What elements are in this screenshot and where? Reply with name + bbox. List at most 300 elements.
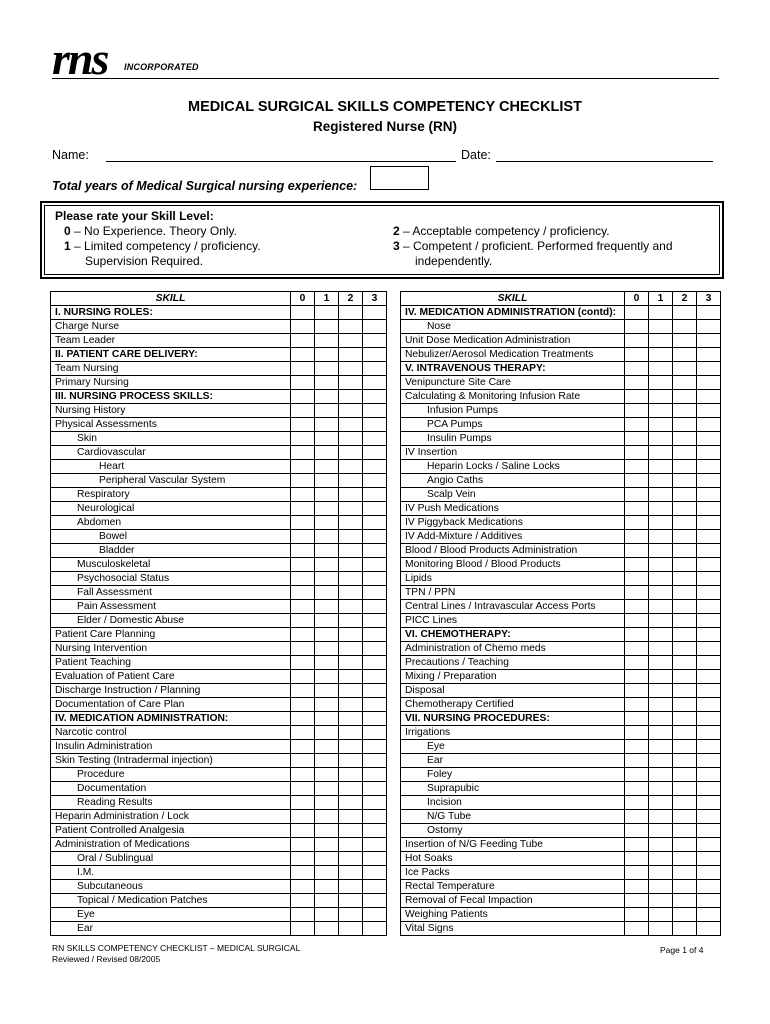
rating-2-cell[interactable] [673,852,697,866]
rating-1-cell[interactable] [315,362,339,376]
rating-0-cell[interactable] [625,502,649,516]
rating-1-cell[interactable] [649,572,673,586]
rating-3-cell[interactable] [363,782,387,796]
rating-0-cell[interactable] [625,782,649,796]
rating-1-cell[interactable] [315,586,339,600]
rating-0-cell[interactable] [625,642,649,656]
rating-1-cell[interactable] [649,642,673,656]
rating-1-cell[interactable] [649,404,673,418]
rating-0-cell[interactable] [291,544,315,558]
rating-1-cell[interactable] [649,726,673,740]
rating-3-cell[interactable] [697,348,721,362]
rating-0-cell[interactable] [625,838,649,852]
rating-1-cell[interactable] [315,334,339,348]
rating-1-cell[interactable] [315,530,339,544]
rating-0-cell[interactable] [291,530,315,544]
rating-3-cell[interactable] [697,334,721,348]
rating-2-cell[interactable] [673,530,697,544]
rating-0-cell[interactable] [291,656,315,670]
rating-3-cell[interactable] [697,628,721,642]
rating-2-cell[interactable] [339,852,363,866]
rating-1-cell[interactable] [649,782,673,796]
rating-0-cell[interactable] [291,726,315,740]
rating-0-cell[interactable] [625,474,649,488]
rating-0-cell[interactable] [291,600,315,614]
rating-1-cell[interactable] [649,586,673,600]
rating-2-cell[interactable] [339,726,363,740]
rating-1-cell[interactable] [649,320,673,334]
rating-2-cell[interactable] [673,390,697,404]
rating-0-cell[interactable] [291,516,315,530]
rating-1-cell[interactable] [315,516,339,530]
rating-1-cell[interactable] [315,754,339,768]
rating-3-cell[interactable] [697,656,721,670]
rating-0-cell[interactable] [625,894,649,908]
rating-3-cell[interactable] [697,362,721,376]
rating-2-cell[interactable] [673,642,697,656]
rating-1-cell[interactable] [315,376,339,390]
rating-0-cell[interactable] [291,642,315,656]
rating-1-cell[interactable] [649,768,673,782]
rating-1-cell[interactable] [649,684,673,698]
rating-0-cell[interactable] [291,460,315,474]
rating-0-cell[interactable] [625,768,649,782]
rating-2-cell[interactable] [339,642,363,656]
rating-1-cell[interactable] [315,712,339,726]
rating-3-cell[interactable] [697,810,721,824]
rating-0-cell[interactable] [291,922,315,936]
rating-0-cell[interactable] [291,824,315,838]
rating-3-cell[interactable] [697,908,721,922]
rating-3-cell[interactable] [697,390,721,404]
rating-2-cell[interactable] [339,796,363,810]
rating-0-cell[interactable] [291,684,315,698]
rating-1-cell[interactable] [649,824,673,838]
rating-0-cell[interactable] [625,852,649,866]
rating-2-cell[interactable] [339,838,363,852]
rating-2-cell[interactable] [339,348,363,362]
rating-1-cell[interactable] [649,530,673,544]
rating-0-cell[interactable] [625,530,649,544]
rating-3-cell[interactable] [697,684,721,698]
rating-3-cell[interactable] [363,404,387,418]
rating-3-cell[interactable] [363,726,387,740]
rating-1-cell[interactable] [315,796,339,810]
rating-3-cell[interactable] [697,922,721,936]
rating-0-cell[interactable] [625,628,649,642]
rating-0-cell[interactable] [625,320,649,334]
rating-3-cell[interactable] [697,460,721,474]
rating-0-cell[interactable] [291,376,315,390]
name-field[interactable] [106,161,456,162]
rating-3-cell[interactable] [697,880,721,894]
rating-1-cell[interactable] [315,922,339,936]
rating-0-cell[interactable] [625,712,649,726]
rating-3-cell[interactable] [697,516,721,530]
rating-3-cell[interactable] [363,572,387,586]
rating-3-cell[interactable] [363,628,387,642]
rating-1-cell[interactable] [649,866,673,880]
rating-1-cell[interactable] [315,852,339,866]
rating-3-cell[interactable] [363,460,387,474]
rating-3-cell[interactable] [363,418,387,432]
rating-2-cell[interactable] [673,376,697,390]
rating-3-cell[interactable] [363,656,387,670]
rating-1-cell[interactable] [315,656,339,670]
rating-1-cell[interactable] [315,320,339,334]
rating-2-cell[interactable] [339,894,363,908]
rating-1-cell[interactable] [649,670,673,684]
rating-1-cell[interactable] [315,600,339,614]
rating-1-cell[interactable] [649,334,673,348]
rating-0-cell[interactable] [291,628,315,642]
rating-1-cell[interactable] [315,614,339,628]
rating-1-cell[interactable] [315,446,339,460]
rating-1-cell[interactable] [315,404,339,418]
rating-1-cell[interactable] [649,306,673,320]
rating-3-cell[interactable] [697,740,721,754]
rating-1-cell[interactable] [315,642,339,656]
rating-2-cell[interactable] [673,544,697,558]
rating-0-cell[interactable] [625,586,649,600]
rating-2-cell[interactable] [673,768,697,782]
rating-3-cell[interactable] [363,320,387,334]
rating-2-cell[interactable] [673,404,697,418]
rating-2-cell[interactable] [339,810,363,824]
rating-2-cell[interactable] [673,586,697,600]
rating-1-cell[interactable] [315,628,339,642]
rating-1-cell[interactable] [649,432,673,446]
rating-2-cell[interactable] [673,810,697,824]
rating-0-cell[interactable] [625,390,649,404]
rating-3-cell[interactable] [697,852,721,866]
rating-3-cell[interactable] [697,824,721,838]
rating-1-cell[interactable] [649,628,673,642]
rating-0-cell[interactable] [625,754,649,768]
rating-1-cell[interactable] [315,782,339,796]
rating-0-cell[interactable] [291,348,315,362]
rating-3-cell[interactable] [363,502,387,516]
rating-1-cell[interactable] [315,474,339,488]
rating-3-cell[interactable] [363,894,387,908]
rating-3-cell[interactable] [363,712,387,726]
rating-3-cell[interactable] [697,320,721,334]
rating-3-cell[interactable] [697,698,721,712]
rating-0-cell[interactable] [625,684,649,698]
rating-0-cell[interactable] [291,670,315,684]
rating-2-cell[interactable] [339,376,363,390]
rating-3-cell[interactable] [363,362,387,376]
rating-3-cell[interactable] [697,544,721,558]
rating-2-cell[interactable] [339,544,363,558]
rating-0-cell[interactable] [291,488,315,502]
rating-3-cell[interactable] [363,866,387,880]
rating-1-cell[interactable] [649,838,673,852]
rating-0-cell[interactable] [291,712,315,726]
rating-1-cell[interactable] [649,348,673,362]
rating-2-cell[interactable] [673,334,697,348]
rating-2-cell[interactable] [339,698,363,712]
rating-0-cell[interactable] [625,404,649,418]
rating-2-cell[interactable] [673,698,697,712]
rating-2-cell[interactable] [673,628,697,642]
rating-1-cell[interactable] [649,712,673,726]
rating-1-cell[interactable] [315,824,339,838]
rating-1-cell[interactable] [315,432,339,446]
rating-2-cell[interactable] [673,460,697,474]
rating-0-cell[interactable] [291,306,315,320]
rating-2-cell[interactable] [673,572,697,586]
rating-0-cell[interactable] [291,796,315,810]
rating-3-cell[interactable] [363,684,387,698]
rating-1-cell[interactable] [649,922,673,936]
rating-3-cell[interactable] [697,306,721,320]
rating-2-cell[interactable] [673,362,697,376]
rating-3-cell[interactable] [697,530,721,544]
rating-3-cell[interactable] [363,544,387,558]
rating-2-cell[interactable] [673,306,697,320]
rating-2-cell[interactable] [339,502,363,516]
rating-1-cell[interactable] [649,488,673,502]
rating-3-cell[interactable] [363,768,387,782]
rating-2-cell[interactable] [673,502,697,516]
rating-0-cell[interactable] [291,362,315,376]
rating-2-cell[interactable] [339,782,363,796]
rating-3-cell[interactable] [363,432,387,446]
rating-2-cell[interactable] [673,838,697,852]
rating-3-cell[interactable] [697,894,721,908]
rating-3-cell[interactable] [363,908,387,922]
rating-0-cell[interactable] [291,880,315,894]
rating-1-cell[interactable] [315,670,339,684]
rating-0-cell[interactable] [625,880,649,894]
rating-1-cell[interactable] [649,852,673,866]
rating-2-cell[interactable] [339,572,363,586]
rating-2-cell[interactable] [339,306,363,320]
rating-2-cell[interactable] [673,908,697,922]
rating-1-cell[interactable] [649,600,673,614]
rating-2-cell[interactable] [339,712,363,726]
rating-0-cell[interactable] [625,810,649,824]
rating-3-cell[interactable] [363,446,387,460]
rating-2-cell[interactable] [339,880,363,894]
rating-2-cell[interactable] [673,558,697,572]
rating-3-cell[interactable] [363,824,387,838]
rating-0-cell[interactable] [625,572,649,586]
rating-3-cell[interactable] [363,922,387,936]
rating-2-cell[interactable] [673,474,697,488]
rating-1-cell[interactable] [315,768,339,782]
rating-0-cell[interactable] [291,390,315,404]
rating-3-cell[interactable] [697,768,721,782]
rating-2-cell[interactable] [339,446,363,460]
rating-1-cell[interactable] [649,894,673,908]
rating-2-cell[interactable] [339,390,363,404]
rating-1-cell[interactable] [315,894,339,908]
rating-0-cell[interactable] [625,460,649,474]
rating-3-cell[interactable] [697,418,721,432]
rating-3-cell[interactable] [697,712,721,726]
rating-3-cell[interactable] [363,852,387,866]
date-field[interactable] [496,161,713,162]
rating-2-cell[interactable] [339,320,363,334]
rating-2-cell[interactable] [339,334,363,348]
rating-0-cell[interactable] [291,782,315,796]
rating-1-cell[interactable] [315,726,339,740]
rating-2-cell[interactable] [339,488,363,502]
rating-3-cell[interactable] [697,866,721,880]
rating-2-cell[interactable] [673,418,697,432]
rating-2-cell[interactable] [673,656,697,670]
rating-0-cell[interactable] [625,866,649,880]
rating-2-cell[interactable] [339,614,363,628]
rating-3-cell[interactable] [363,754,387,768]
rating-1-cell[interactable] [649,390,673,404]
rating-0-cell[interactable] [625,600,649,614]
rating-2-cell[interactable] [339,866,363,880]
rating-0-cell[interactable] [291,558,315,572]
rating-2-cell[interactable] [339,824,363,838]
rating-2-cell[interactable] [339,516,363,530]
rating-0-cell[interactable] [625,446,649,460]
rating-3-cell[interactable] [363,306,387,320]
rating-0-cell[interactable] [625,362,649,376]
rating-3-cell[interactable] [697,376,721,390]
rating-3-cell[interactable] [363,488,387,502]
rating-3-cell[interactable] [363,698,387,712]
rating-3-cell[interactable] [363,642,387,656]
rating-0-cell[interactable] [625,418,649,432]
rating-3-cell[interactable] [363,614,387,628]
rating-3-cell[interactable] [363,810,387,824]
rating-0-cell[interactable] [625,824,649,838]
rating-2-cell[interactable] [673,600,697,614]
rating-3-cell[interactable] [697,432,721,446]
rating-0-cell[interactable] [625,376,649,390]
rating-1-cell[interactable] [315,502,339,516]
rating-2-cell[interactable] [339,908,363,922]
rating-0-cell[interactable] [291,320,315,334]
experience-years-field[interactable] [370,166,429,190]
rating-2-cell[interactable] [673,894,697,908]
rating-1-cell[interactable] [649,880,673,894]
rating-2-cell[interactable] [339,474,363,488]
rating-0-cell[interactable] [291,838,315,852]
rating-1-cell[interactable] [649,460,673,474]
rating-0-cell[interactable] [625,516,649,530]
rating-3-cell[interactable] [363,838,387,852]
rating-0-cell[interactable] [291,614,315,628]
rating-0-cell[interactable] [291,474,315,488]
rating-1-cell[interactable] [315,684,339,698]
rating-3-cell[interactable] [363,474,387,488]
rating-0-cell[interactable] [291,754,315,768]
rating-3-cell[interactable] [363,348,387,362]
rating-2-cell[interactable] [673,782,697,796]
rating-1-cell[interactable] [649,796,673,810]
rating-1-cell[interactable] [649,656,673,670]
rating-2-cell[interactable] [339,530,363,544]
rating-1-cell[interactable] [315,544,339,558]
rating-2-cell[interactable] [339,628,363,642]
rating-0-cell[interactable] [291,446,315,460]
rating-3-cell[interactable] [697,600,721,614]
rating-2-cell[interactable] [339,600,363,614]
rating-2-cell[interactable] [339,684,363,698]
rating-0-cell[interactable] [625,558,649,572]
rating-3-cell[interactable] [697,488,721,502]
rating-2-cell[interactable] [673,922,697,936]
rating-0-cell[interactable] [625,306,649,320]
rating-1-cell[interactable] [315,698,339,712]
rating-1-cell[interactable] [315,418,339,432]
rating-2-cell[interactable] [673,754,697,768]
rating-3-cell[interactable] [363,670,387,684]
rating-1-cell[interactable] [315,558,339,572]
rating-1-cell[interactable] [649,474,673,488]
rating-1-cell[interactable] [649,418,673,432]
rating-0-cell[interactable] [291,418,315,432]
rating-0-cell[interactable] [625,348,649,362]
rating-1-cell[interactable] [315,306,339,320]
rating-0-cell[interactable] [291,810,315,824]
rating-0-cell[interactable] [291,586,315,600]
rating-1-cell[interactable] [649,362,673,376]
rating-2-cell[interactable] [339,754,363,768]
rating-1-cell[interactable] [649,544,673,558]
rating-1-cell[interactable] [315,880,339,894]
rating-1-cell[interactable] [649,516,673,530]
rating-0-cell[interactable] [625,698,649,712]
rating-2-cell[interactable] [673,880,697,894]
rating-3-cell[interactable] [697,726,721,740]
rating-1-cell[interactable] [315,740,339,754]
rating-0-cell[interactable] [625,544,649,558]
rating-2-cell[interactable] [339,418,363,432]
rating-2-cell[interactable] [673,516,697,530]
rating-2-cell[interactable] [673,670,697,684]
rating-0-cell[interactable] [625,614,649,628]
rating-1-cell[interactable] [315,866,339,880]
rating-3-cell[interactable] [363,558,387,572]
rating-1-cell[interactable] [649,376,673,390]
rating-3-cell[interactable] [363,516,387,530]
rating-0-cell[interactable] [625,740,649,754]
rating-0-cell[interactable] [291,852,315,866]
rating-1-cell[interactable] [649,558,673,572]
rating-0-cell[interactable] [625,334,649,348]
rating-2-cell[interactable] [339,432,363,446]
rating-1-cell[interactable] [649,446,673,460]
rating-0-cell[interactable] [291,432,315,446]
rating-2-cell[interactable] [673,320,697,334]
rating-2-cell[interactable] [339,670,363,684]
rating-3-cell[interactable] [697,796,721,810]
rating-0-cell[interactable] [625,796,649,810]
rating-0-cell[interactable] [625,432,649,446]
rating-1-cell[interactable] [649,502,673,516]
rating-2-cell[interactable] [339,922,363,936]
rating-3-cell[interactable] [363,334,387,348]
rating-1-cell[interactable] [315,838,339,852]
rating-0-cell[interactable] [291,894,315,908]
rating-2-cell[interactable] [673,684,697,698]
rating-1-cell[interactable] [315,390,339,404]
rating-0-cell[interactable] [625,922,649,936]
rating-2-cell[interactable] [673,796,697,810]
rating-2-cell[interactable] [339,460,363,474]
rating-1-cell[interactable] [649,908,673,922]
